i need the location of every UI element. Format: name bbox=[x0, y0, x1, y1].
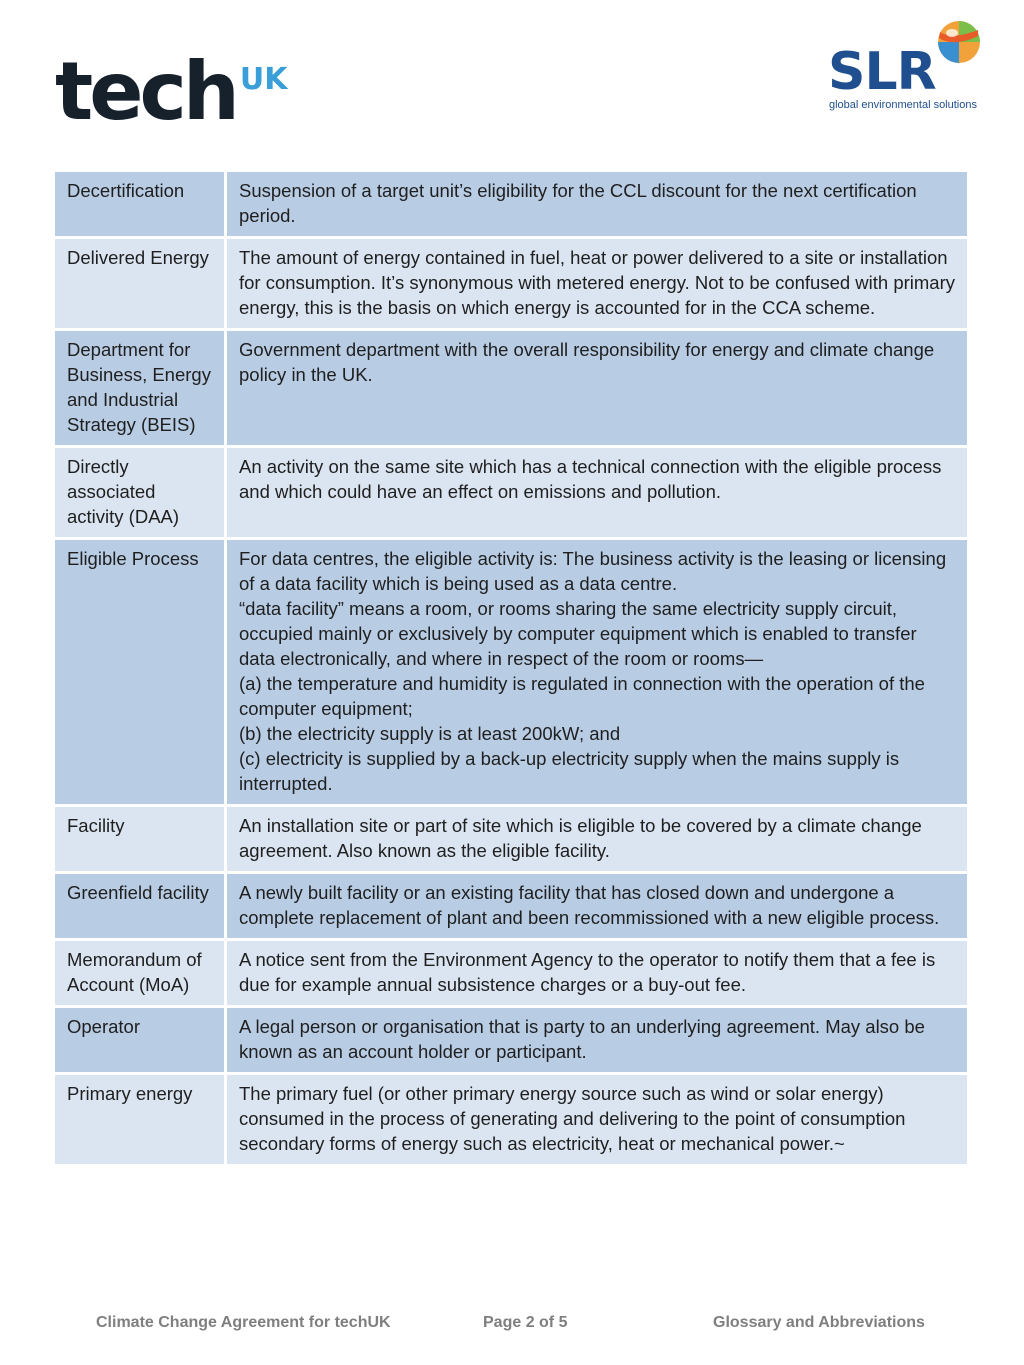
glossary-definition: The amount of energy contained in fuel, heat or power delivered to a site or installation for consumption. It’s synonymous with metered energy. Not to be confused with primary energy, this is the basis on which energy is accounted for in the CCA scheme. bbox=[226, 238, 968, 330]
glossary-term: Department for Business, Energy and Industrial Strategy (BEIS) bbox=[55, 330, 226, 447]
glossary-definition: Government department with the overall responsibility for energy and climate change policy in the UK. bbox=[226, 330, 968, 447]
glossary-term: Delivered Energy bbox=[55, 238, 226, 330]
globe-icon bbox=[932, 18, 982, 68]
glossary-term: Decertification bbox=[55, 172, 226, 238]
logo-brand-main: tech bbox=[55, 45, 236, 138]
glossary-row bbox=[55, 1007, 967, 1074]
glossary-row bbox=[55, 330, 967, 447]
glossary-definition: An installation site or part of site which is eligible to be covered by a climate change agreement. Also known as the eligible facility. bbox=[226, 806, 968, 873]
glossary-row bbox=[55, 940, 967, 1007]
glossary-term: Operator bbox=[55, 1007, 226, 1074]
glossary-term: Memorandum of Account (MoA) bbox=[55, 940, 226, 1007]
glossary-term: Directly associated activity (DAA) bbox=[55, 447, 226, 539]
slr-tagline: global environmental solutions bbox=[829, 99, 977, 111]
techuk-logo bbox=[55, 45, 288, 138]
glossary-definition: A legal person or organisation that is party to an underlying agreement. May also be known as an account holder or participant. bbox=[226, 1007, 968, 1074]
glossary-term: Eligible Process bbox=[55, 539, 226, 806]
footer-page-number: Page 2 of 5 bbox=[483, 1314, 568, 1331]
slr-logo bbox=[828, 18, 984, 118]
glossary-row bbox=[55, 806, 967, 873]
slr-wordmark: SLR bbox=[828, 42, 936, 102]
glossary-term: Facility bbox=[55, 806, 226, 873]
glossary-row bbox=[55, 172, 967, 238]
footer-document-title: Climate Change Agreement for techUK bbox=[96, 1314, 391, 1331]
footer-section-title: Glossary and Abbreviations bbox=[713, 1314, 925, 1331]
glossary-row bbox=[55, 238, 967, 330]
glossary-table bbox=[55, 172, 967, 1167]
glossary-definition: A notice sent from the Environment Agency to the operator to notify them that a fee is due for example annual subsistence charges or a buy-out fee. bbox=[226, 940, 968, 1007]
glossary-row bbox=[55, 447, 967, 539]
glossary-definition: For data centres, the eligible activity is: The business activity is the leasing or licensing of a data facility which is being used as a data centre. “data facility” means a room, or rooms sharing the same electricity supply circuit, occupied mainly or exclusively by computer equipment which is enabled to transfer data electronically, and where in respect of the room or rooms— (a) the temperature and humidity is regulated in connection with the operation of the computer equipment; (b) the electricity supply is at least 200kW; and (c) electricity is supplied by a back-up electricity supply when the mains supply is interrupted. bbox=[226, 539, 968, 806]
glossary-term: Primary energy bbox=[55, 1074, 226, 1166]
glossary-row bbox=[55, 1074, 967, 1166]
glossary-term: Greenfield facility bbox=[55, 873, 226, 940]
glossary-definition: The primary fuel (or other primary energy source such as wind or solar energy) consumed in the process of generating and delivering to the point of consumption secondary forms of energy such as electricity, heat or mechanical power.~ bbox=[226, 1074, 968, 1166]
glossary-row bbox=[55, 539, 967, 806]
glossary-definition: Suspension of a target unit’s eligibility for the CCL discount for the next certification period. bbox=[226, 172, 968, 238]
glossary-definition: An activity on the same site which has a technical connection with the eligible process and which could have an effect on emissions and pollution. bbox=[226, 447, 968, 539]
glossary-definition: A newly built facility or an existing facility that has closed down and undergone a complete replacement of plant and been recommissioned with a new eligible process. bbox=[226, 873, 968, 940]
glossary-row bbox=[55, 873, 967, 940]
logo-brand-super: UK bbox=[239, 62, 288, 97]
